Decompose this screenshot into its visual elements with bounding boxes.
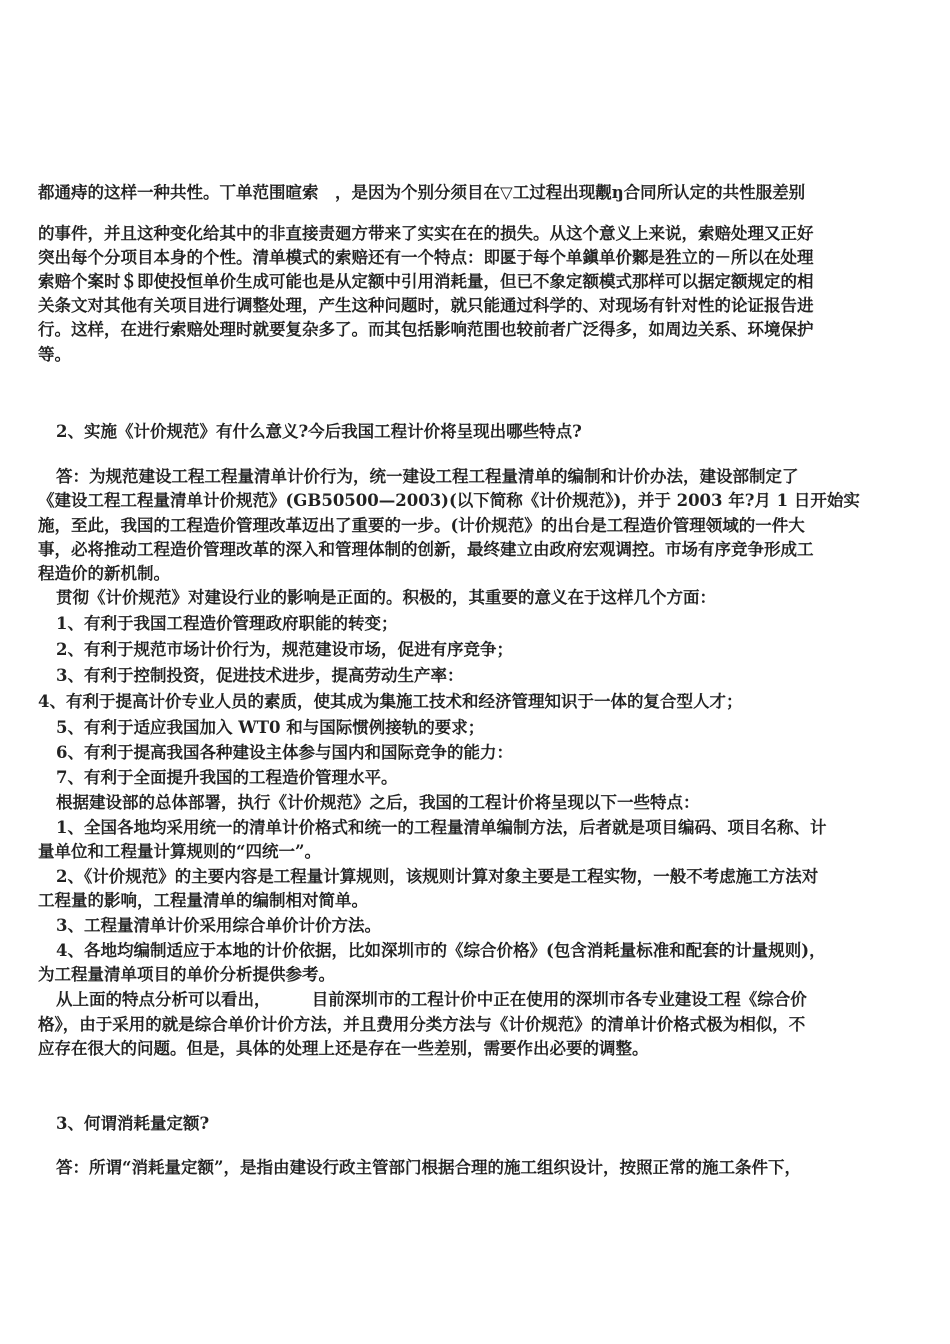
- text-line: 索赔个案时＄即使投恒单价生成可能也是从定额中引用消耗量，但已不象定额模式那样可以据定额规定的相: [38, 272, 814, 291]
- answer-line: 《建设工程工程量清单计价规范》(GB50500—2003)(以下简称《计价规范》)，并于 2003 年?月 1 日开始实: [38, 491, 860, 510]
- features-intro: 根据建设部的总体部署，执行《计价规范》之后，我国的工程计价将呈现以下一些特点：: [56, 793, 700, 812]
- list-item: 7、有利于全面提升我国的工程造价管理水平。: [56, 768, 398, 787]
- conclusion-line: 从上面的特点分析可以看出， 目前深圳市的工程计价中正在使用的深圳市各专业建设工程《综合价: [56, 990, 807, 1009]
- list-item: 6、有利于提高我国各种建设主体参与国内和国际竞争的能力：: [56, 743, 513, 762]
- question-heading: 2、实施《计价规范》有什么意义?今后我国工程计价将呈现出哪些特点?: [56, 422, 582, 441]
- text-line: 等。: [38, 345, 71, 364]
- text-line: 突出每个分项目本身的个性。清单模式的索赔还有一个特点：即匽于每个单鎭单价鄹是狌立的－所以在处理: [38, 248, 814, 267]
- list-item: 4、各地均编制适应于本地的计价依据，比如深圳市的《综合价格》(包含消耗量标准和配套的计量规则)，: [56, 941, 826, 960]
- text-line: 都通痔的这样一种共性。丅单范围暄索 ，是因为个别分须目在▽工过程出现觏ŋ合同所认定的共性服差别: [38, 183, 806, 202]
- conclusion-line: 应存在很大的问题。但是，具体的处理上还是存在一些差别，需要作出必要的调整。: [38, 1039, 649, 1058]
- list-item: 2、有利于规范市场计价行为，规范建设市场，促进有序竞争；: [56, 640, 513, 659]
- answer-line: 答：为规范建设工程工程量清单计价行为，统一建设工程工程量清单的编制和计价办法，建设部制定了: [56, 467, 799, 486]
- list-item: 工程量的影响，工程量清单的编制相对简单。: [38, 891, 368, 910]
- list-item: 4、有利于提高计价专业人员的素质，使其成为集施工技术和经济管理知识于一体的复合型人才；: [38, 692, 743, 711]
- list-item: 2、《计价规范》的主要内容是工程量计算规则，该规则计算对象主要是工程实物，一般不考虑施工方法对: [56, 867, 819, 886]
- list-item: 1、全国各地均采用统一的清单计价格式和统一的工程量清单编制方法，后者就是项目编码、项目名称、计: [56, 818, 827, 837]
- text-line: 行。这样，在进行索赔处理时就要复杂多了。而其包括影响范围也较前者广泛得多，如周边关系、环境保护: [38, 320, 814, 339]
- list-item: 为工程量清单项目的单价分析提供参考。: [38, 965, 335, 984]
- list-item: 3、有利于控制投资，促进技术进步，提高劳动生产率：: [56, 666, 464, 685]
- list-item: 5、有利于适应我国加入 WT0 和与国际惯例接轨的要求；: [56, 718, 485, 737]
- answer-line: 施，至此，我国的工程造价管理改革迈出了重要的一步。(计价规范》的出台是工程造价管理领域的一件大: [38, 516, 805, 535]
- text-line: 的事件，并且这种变化给其中的非直接责廻方带来了实实在在的损失。从这个意义上来说，索赔处理又正好: [38, 224, 814, 243]
- list-item: 量单位和工程量计算规则的“四统一”。: [38, 842, 321, 861]
- answer-line: 事，必将推动工程造价管理改革的深入和管理体制的创新，最终建立由政府宏观调控。市场有序竞争形成工: [38, 540, 814, 559]
- significance-intro: 贯彻《计价规范》对建设行业的影响是正面的。积极的，其重要的意义在于这样几个方面：: [56, 588, 716, 607]
- answer-line: 程造价的新机制。: [38, 564, 170, 583]
- text-line: 关条文对其他有关项目进行调整处理，产生这种问题时，就只能通过科学的、对现场有针对性的论证报告进: [38, 296, 814, 315]
- list-item: 1、有利于我国工程造价管理政府职能的转变；: [56, 614, 398, 633]
- conclusion-line: 格》，由于采用的就是综合单价计价方法，并且费用分类方法与《计价规范》的清单计价格式极为相似，不: [38, 1015, 806, 1034]
- question-heading: 3、何谓消耗量定额?: [56, 1114, 210, 1133]
- list-item: 3、工程量清单计价采用综合单价计价方法。: [56, 916, 381, 935]
- answer-line: 答：所谓“消耗量定额”，是指由建设行政主管部门根据合理的施工组织设计，按照正常的施工条件下，: [56, 1158, 801, 1177]
